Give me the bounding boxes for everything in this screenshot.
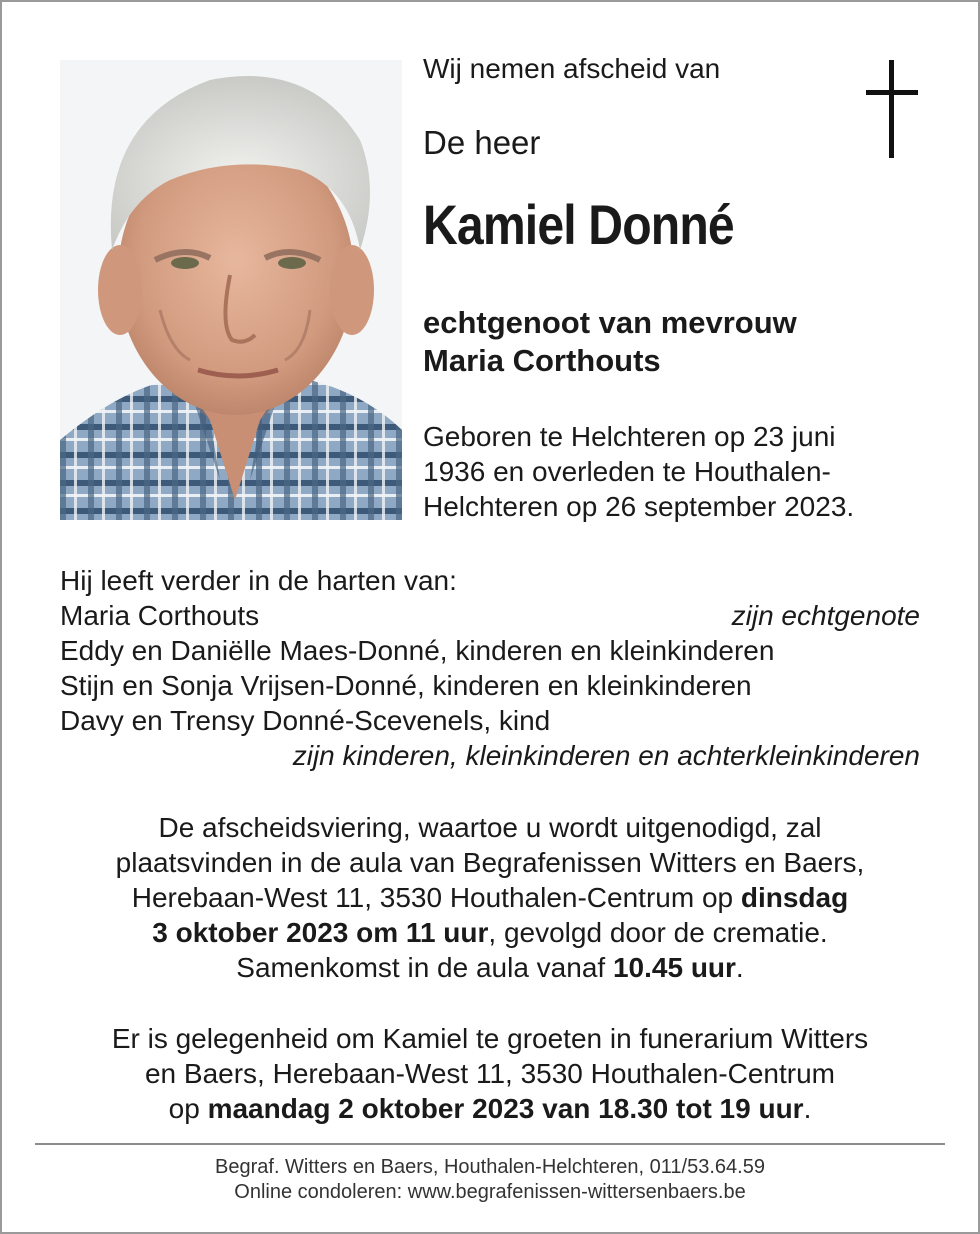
- footer: [40, 1155, 940, 1205]
- ceremony-line: [40, 915, 940, 950]
- family-heading: Hij leeft verder in de harten van:: [60, 565, 457, 596]
- spouse-name: Maria Corthouts: [423, 343, 661, 378]
- spouse-info: [423, 304, 797, 380]
- ceremony-day: dinsdag: [740, 882, 849, 913]
- visitation-info: [40, 1021, 940, 1126]
- ceremony-date-time: 3 oktober 2023 om 11 uur: [152, 917, 489, 948]
- visitation-line: [40, 1091, 940, 1126]
- ceremony-line: [40, 880, 940, 915]
- visitation-prefix: op: [168, 1093, 208, 1124]
- footer-divider: [35, 1143, 945, 1145]
- ceremony-info: [40, 810, 940, 985]
- family-closing: zijn kinderen, kleinkinderen en achterkleinkinderen: [292, 740, 920, 771]
- family-row: Eddy en Daniëlle Maes-Donné, kinderen en kleinkinderen: [60, 635, 775, 666]
- born-line: Helchteren op 26 september 2023.: [423, 491, 855, 522]
- family-row-spouse: [60, 598, 920, 633]
- birth-death-info: [423, 419, 943, 524]
- family-row: Stijn en Sonja Vrijsen-Donné, kinderen en kleinkinderen: [60, 670, 752, 701]
- gathering-period: .: [735, 952, 744, 983]
- born-line: 1936 en overleden te Houthalen-: [423, 456, 831, 487]
- visitation-line: Er is gelegenheid om Kamiel te groeten in funerarium Witters: [111, 1023, 869, 1054]
- family-spouse-name: Maria Corthouts: [60, 600, 260, 631]
- visitation-line: en Baers, Herebaan-West 11, 3530 Houthalen-Centrum: [144, 1058, 836, 1089]
- gathering-time: 10.45 uur: [612, 952, 736, 983]
- undertaker-contact: Begraf. Witters en Baers, Houthalen-Helchteren, 011/53.64.59: [215, 1156, 765, 1178]
- family-closing-row: [60, 738, 920, 773]
- ceremony-line: De afscheidsviering, waartoe u wordt uitgenodigd, zal: [158, 812, 822, 843]
- ceremony-line: [40, 950, 940, 985]
- intro-text: Wij nemen afscheid van: [423, 53, 721, 84]
- visitation-date-time: maandag 2 oktober 2023 van 18.30 tot 19 uur: [207, 1093, 804, 1124]
- family-row: Davy en Trensy Donné-Scevenels, kind: [60, 705, 551, 736]
- online-condolence: Online condoleren: www.begrafenissen-wittersenbaers.be: [234, 1181, 746, 1203]
- gathering-text: Samenkomst in de aula vanaf: [236, 952, 613, 983]
- cross-icon: [862, 60, 922, 160]
- born-line: Geboren te Helchteren op 23 juni: [423, 421, 836, 452]
- visitation-period: .: [803, 1093, 812, 1124]
- ceremony-address: Herebaan-West 11, 3530 Houthalen-Centrum op: [131, 882, 741, 913]
- family-list: [60, 563, 920, 773]
- ceremony-line: plaatsvinden in de aula van Begrafenissen Witters en Baers,: [115, 847, 865, 878]
- honorific: De heer: [423, 124, 541, 161]
- portrait-photo: [60, 60, 402, 520]
- deceased-name: Kamiel Donné: [423, 193, 734, 256]
- spouse-line: echtgenoot van mevrouw: [423, 305, 797, 340]
- ceremony-cremation: , gevolgd door de crematie.: [488, 917, 828, 948]
- family-spouse-role: zijn echtgenote: [731, 600, 920, 631]
